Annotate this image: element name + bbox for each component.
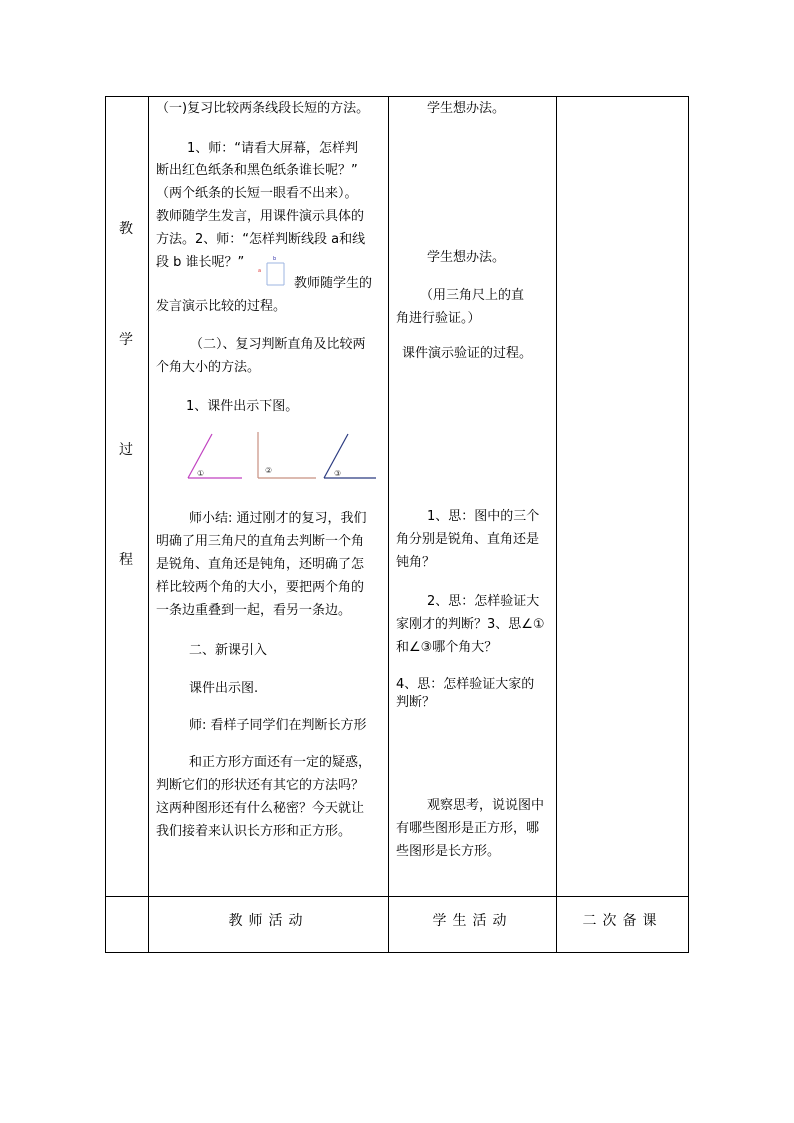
teacher-line: 一条边重叠到一起，看另一条边。 (156, 603, 352, 618)
student-line: 钝角？ (396, 555, 436, 570)
student-line: 学生想办法。 (427, 101, 506, 116)
student-line: 1、思：图中的三个 (427, 509, 540, 524)
angle-3-label: ③ (334, 469, 342, 478)
student-line: 角进行验证。） (396, 311, 481, 326)
col-divider-3 (556, 96, 557, 953)
student-line: 2、思：怎样验证大 (427, 594, 540, 609)
table-left-border (105, 96, 106, 953)
teacher-line: 课件出示图. (189, 681, 259, 696)
teacher-line: 1、课件出示下图。 (186, 399, 299, 414)
table-top-border (105, 96, 689, 97)
angle-2-label: ② (265, 466, 273, 475)
segment-figure (256, 255, 290, 287)
teacher-line: 教师随学生发言，用课件演示具体的 (156, 209, 365, 224)
teacher-line: 个角大小的方法。 (156, 360, 261, 375)
side-label-char: 学 (119, 332, 133, 348)
student-line: 判断？ (396, 695, 436, 710)
teacher-line: 方法。2、师：“怎样判断线段 a和线 (156, 232, 366, 247)
angle-3 (324, 434, 376, 478)
table-row-divider (105, 896, 689, 897)
teacher-line: 样比较两个角的大小，要把两个角的 (156, 580, 365, 595)
segment-b-label: b (273, 256, 277, 262)
angle-1-label: ① (197, 469, 205, 478)
col-divider-1 (148, 96, 149, 953)
footer-student-activity: 学生活动 (432, 913, 513, 929)
teacher-line: 段 b 谁长呢？” (156, 255, 245, 270)
teacher-line: 师小结: 通过刚才的复习，我们 (189, 511, 367, 526)
angle-1 (188, 434, 242, 478)
teacher-line: （二）、复习判断直角及比较两 (190, 337, 366, 352)
teacher-line: 这两种图形还有什么秘密？今天就让 (156, 801, 365, 816)
table-right-border (688, 96, 689, 953)
student-line: 些图形是长方形。 (396, 844, 501, 859)
footer-second-prep: 二次备课 (582, 913, 663, 929)
teacher-line: 教师随学生的 (294, 276, 373, 291)
teacher-line: 二、新课引入 (189, 643, 268, 658)
teacher-line: 判断它们的形状还有其它的方法吗？ (156, 778, 365, 793)
student-line: 和∠③哪个角大？ (396, 640, 498, 655)
angle-figures (180, 428, 380, 484)
segment-a-label: a (258, 268, 262, 274)
teacher-line: 明确了用三角尺的直角去判断一个角 (156, 534, 365, 549)
table-bottom-border (105, 952, 689, 953)
student-line: 观察思考，说说图中 (427, 798, 545, 813)
side-label-char: 程 (119, 552, 133, 568)
student-line: 家刚才的判断？3、思∠① (396, 617, 545, 632)
teacher-line: 和正方形方面还有一定的疑惑， (189, 755, 372, 770)
teacher-line: 1、师：“请看大屏幕，怎样判 (187, 141, 359, 156)
side-label-char: 过 (119, 442, 133, 458)
teacher-line: 我们接着来认识长方形和正方形。 (156, 824, 352, 839)
student-line: 学生想办法。 (427, 250, 506, 265)
student-line: 有哪些图形是正方形，哪 (396, 821, 540, 836)
teacher-line: （一)复习比较两条线段长短的方法。 (156, 101, 370, 116)
angle-2 (258, 432, 316, 478)
teacher-line: 断出红色纸条和黑色纸条谁长呢？” (156, 163, 358, 178)
teacher-line: 发言演示比较的过程。 (156, 299, 287, 314)
col-divider-2 (388, 96, 389, 953)
student-line: 角分别是锐角、直角还是 (396, 532, 540, 547)
teacher-line: （两个纸条的长短一眼看不出来）。 (156, 186, 358, 201)
student-line: （用三角尺上的直 (420, 288, 525, 303)
footer-teacher-activity: 教师活动 (228, 913, 309, 929)
teacher-line: 师: 看样子同学们在判断长方形 (189, 718, 367, 733)
side-label-char: 教 (119, 221, 133, 237)
student-line: 4、思：怎样验证大家的 (396, 677, 535, 692)
student-line: 课件演示验证的过程。 (402, 346, 533, 361)
teacher-line: 是锐角、直角还是钝角，还明确了怎 (156, 557, 365, 572)
